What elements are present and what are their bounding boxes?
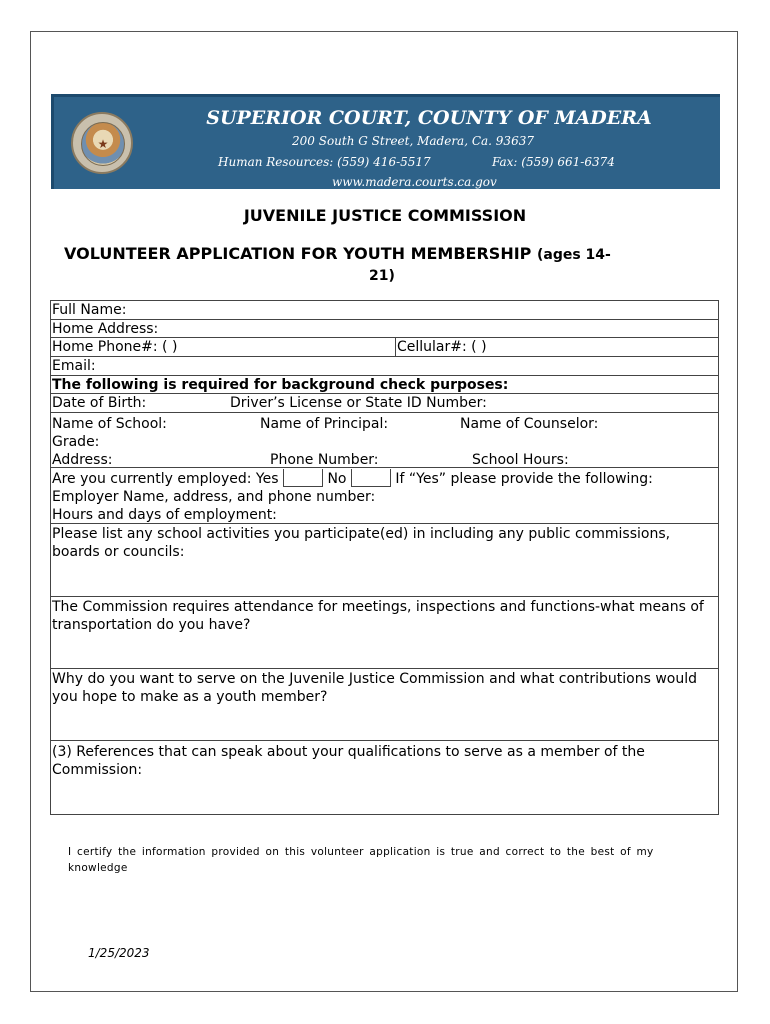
yes-blank[interactable] (283, 469, 323, 487)
name-of-counselor-label: Name of Counselor: (460, 416, 599, 432)
why-serve-row[interactable] (51, 669, 718, 741)
human-resources-phone: Human Resources: (559) 416-5517 (218, 155, 431, 169)
application-title-text: VOLUNTEER APPLICATION FOR YOUTH MEMBERSHIP (64, 244, 532, 263)
school-row[interactable] (51, 413, 718, 468)
references-row[interactable] (51, 741, 718, 814)
fax-number: Fax: (559) 661-6374 (492, 155, 615, 169)
email-row[interactable] (51, 357, 718, 376)
full-name-label: Full Name: (52, 302, 127, 318)
no-blank[interactable] (351, 469, 391, 487)
school-activities-question: Please list any school activities you participate(ed) in including any public commissions, boards or councils: (52, 526, 671, 560)
certification-statement: I certify the information provided on this volunteer application is true and correct to the best of my knowledge (68, 846, 654, 874)
grade-label: Grade: (52, 434, 100, 450)
phone-row[interactable] (51, 338, 718, 357)
dob-row[interactable] (51, 394, 718, 413)
phone-divider (395, 338, 396, 356)
if-yes-label: If “Yes” please provide the following: (395, 471, 653, 487)
home-address-row[interactable] (51, 320, 718, 338)
court-banner (51, 94, 720, 189)
court-name: SUPERIOR COURT, COUNTY OF MADERA (206, 107, 652, 129)
drivers-license-label: Driver’s License or State ID Number: (230, 395, 487, 411)
court-address: 200 South G Street, Madera, Ca. 93637 (292, 134, 534, 148)
hours-days-label: Hours and days of employment: (52, 507, 277, 523)
school-hours-label: School Hours: (472, 452, 569, 468)
school-address-label: Address: (52, 452, 113, 468)
application-title (64, 244, 611, 263)
employment-row[interactable] (51, 468, 718, 524)
no-label: No (327, 471, 347, 487)
transportation-question: The Commission requires attendance for meetings, inspections and functions-what means of transportation do you have? (52, 599, 704, 633)
form-date: 1/25/2023 (88, 946, 150, 960)
full-name-row[interactable] (51, 301, 718, 320)
ages-label-part2: 21) (369, 268, 395, 284)
background-heading-row (51, 376, 718, 394)
employment-question (52, 469, 653, 488)
transportation-row[interactable] (51, 597, 718, 669)
background-heading: The following is required for background check purposes: (52, 377, 509, 393)
employed-question-label: Are you currently employed: Yes (52, 471, 279, 487)
court-website: www.madera.courts.ca.gov (332, 175, 497, 189)
references-question: (3) References that can speak about your qualifications to serve as a member of the Commission: (52, 744, 645, 778)
home-phone-label: Home Phone#: ( ) (52, 339, 178, 355)
school-phone-label: Phone Number: (270, 452, 379, 468)
commission-title: JUVENILE JUSTICE COMMISSION (243, 206, 527, 225)
application-form (50, 300, 719, 815)
home-address-label: Home Address: (52, 321, 159, 337)
name-of-school-label: Name of School: (52, 416, 167, 432)
school-activities-row[interactable] (51, 524, 718, 597)
email-label: Email: (52, 358, 96, 374)
cellular-label: Cellular#: ( ) (397, 339, 487, 355)
name-of-principal-label: Name of Principal: (260, 416, 389, 432)
employer-label: Employer Name, address, and phone number: (52, 489, 376, 505)
ages-label-part1: (ages 14- (536, 247, 611, 263)
why-serve-question: Why do you want to serve on the Juvenile Justice Commission and what contributions would you hope to make as a youth member? (52, 671, 698, 705)
county-seal-icon: ★ (71, 112, 133, 174)
date-of-birth-label: Date of Birth: (52, 395, 147, 411)
